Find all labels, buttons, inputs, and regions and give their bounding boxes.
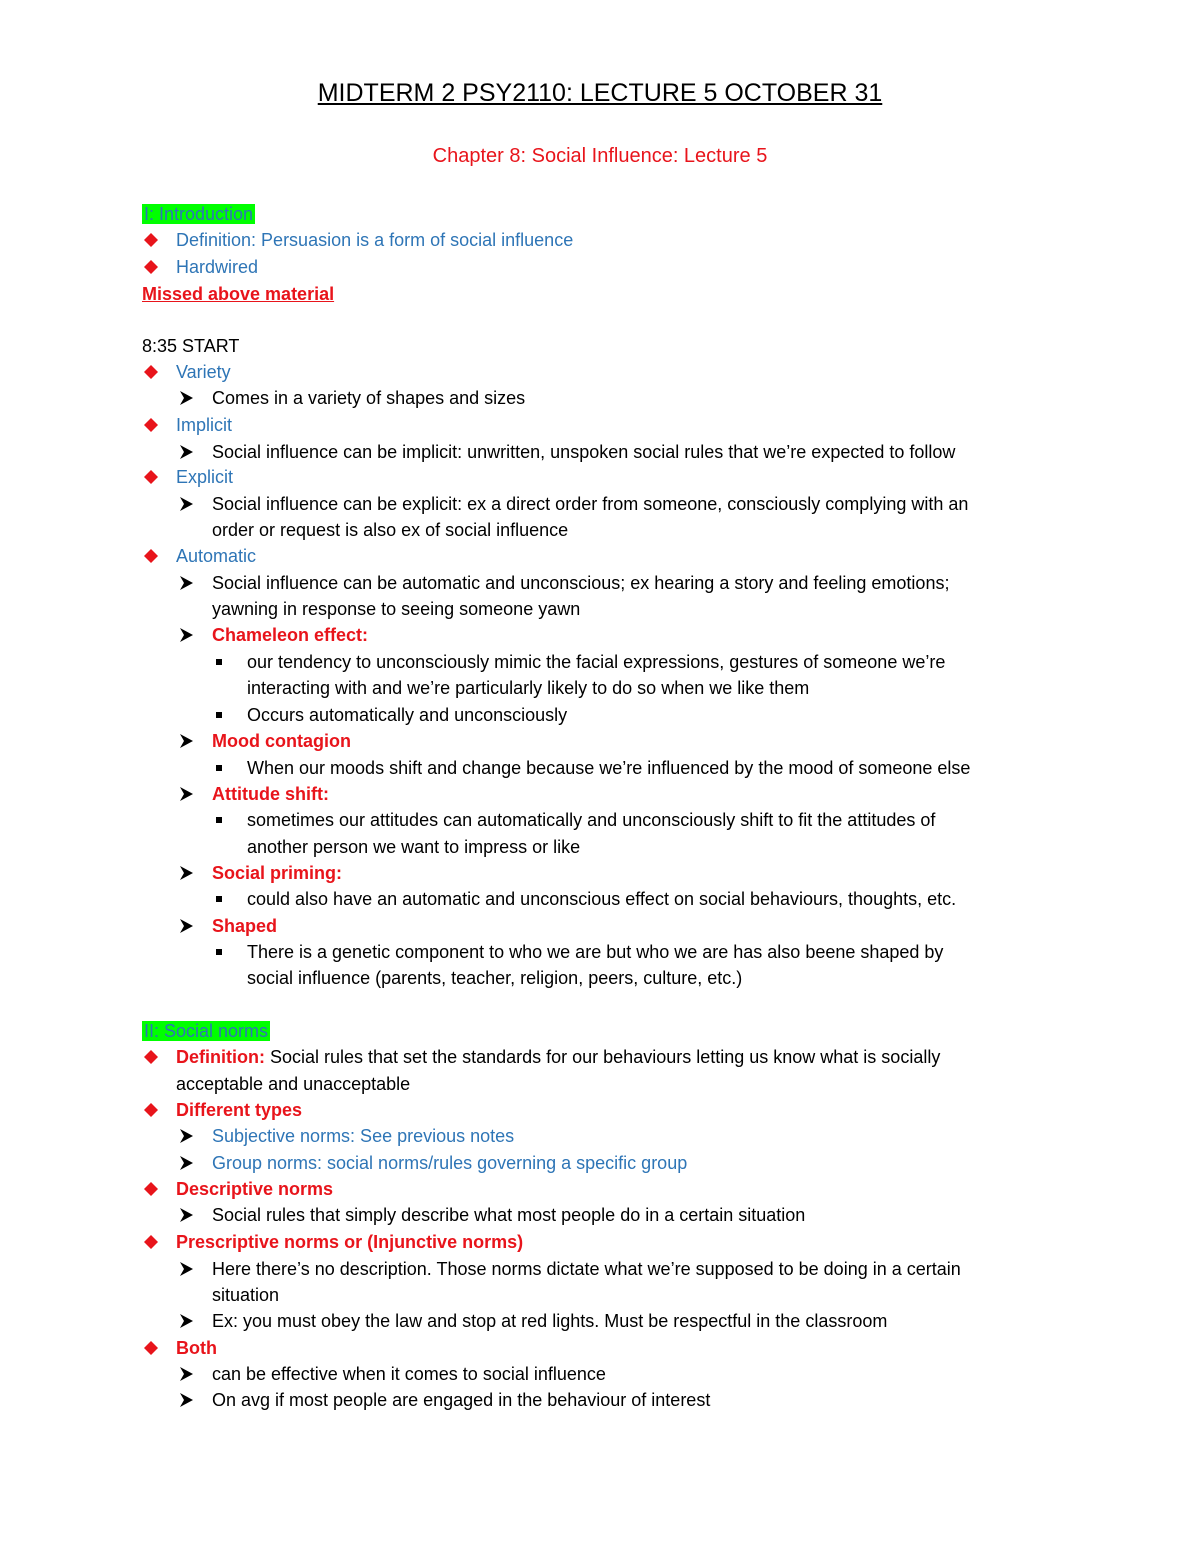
list-item: Comes in a variety of shapes and sizes xyxy=(212,388,526,408)
list-item: could also have an automatic and unconscious effect on social behaviours, thoughts, etc. xyxy=(247,889,957,909)
list-item-continuation: acceptable and unacceptable xyxy=(176,1074,411,1094)
arrowhead-icon xyxy=(178,492,196,516)
list-item: Ex: you must obey the law and stop at red lights. Must be respectful in the classroom xyxy=(212,1311,888,1331)
list-item: There is a genetic component to who we are but who we are has also beene shaped by xyxy=(247,942,944,962)
red-diamond-icon xyxy=(142,255,160,279)
list-item: sometimes our attitudes can automatically and unconsciously shift to fit the attitudes of xyxy=(247,810,936,830)
list-item: Chameleon effect: xyxy=(212,625,369,645)
square-bullet-icon xyxy=(213,808,227,832)
list-item: Explicit xyxy=(176,467,234,487)
red-diamond-icon xyxy=(142,1045,160,1069)
red-diamond-icon xyxy=(142,1098,160,1122)
red-diamond-icon xyxy=(142,465,160,489)
square-bullet-icon xyxy=(213,650,227,674)
list-item: Descriptive norms xyxy=(176,1179,334,1199)
arrowhead-icon xyxy=(178,861,196,885)
arrowhead-icon xyxy=(178,623,196,647)
red-diamond-icon xyxy=(142,360,160,384)
missed-material-note: Missed above material xyxy=(142,284,335,304)
red-diamond-icon xyxy=(142,1336,160,1360)
list-item: can be effective when it comes to social influence xyxy=(212,1364,606,1384)
list-item: Implicit xyxy=(176,415,233,435)
section-heading-text: I: Introduction xyxy=(144,204,254,224)
red-diamond-icon xyxy=(142,544,160,568)
square-bullet-icon xyxy=(213,703,227,727)
square-bullet-icon xyxy=(213,756,227,780)
red-diamond-icon xyxy=(142,1177,160,1201)
red-diamond-icon xyxy=(142,413,160,437)
red-diamond-icon xyxy=(142,228,160,252)
list-item: Definition: Persuasion is a form of social influence xyxy=(176,230,574,250)
square-bullet-icon xyxy=(213,940,227,964)
list-item: Both xyxy=(176,1338,217,1358)
list-item: On avg if most people are engaged in the behaviour of interest xyxy=(212,1390,711,1410)
list-item: Here there’s no description. Those norms dictate what we’re supposed to be doing in a certain xyxy=(212,1259,961,1279)
red-diamond-icon xyxy=(142,1230,160,1254)
list-item: Social influence can be automatic and unconscious; ex hearing a story and feeling emotions; xyxy=(212,573,950,593)
list-item: Hardwired xyxy=(176,257,259,277)
square-bullet-icon xyxy=(213,887,227,911)
list-item: Social influence can be implicit: unwritten, unspoken social rules that we’re expected to follow xyxy=(212,442,956,462)
arrowhead-icon xyxy=(178,386,196,410)
arrowhead-icon xyxy=(178,1257,196,1281)
chapter-subtitle: Chapter 8: Social Influence: Lecture 5 xyxy=(432,145,768,167)
list-item-continuation: interacting with and we’re particularly likely to do so when we like them xyxy=(247,678,810,698)
list-item-continuation: order or request is also ex of social influence xyxy=(212,520,569,540)
section-heading-introduction xyxy=(142,202,255,226)
list-item: Social rules that simply describe what most people do in a certain situation xyxy=(212,1205,806,1225)
list-item: Social influence can be explicit: ex a direct order from someone, consciously complying with an xyxy=(212,494,969,514)
list-item: Shaped xyxy=(212,916,278,936)
list-item: our tendency to unconsciously mimic the facial expressions, gestures of someone we’re xyxy=(247,652,946,672)
arrowhead-icon xyxy=(178,914,196,938)
arrowhead-icon xyxy=(178,782,196,806)
section-heading-social-norms xyxy=(142,1019,270,1043)
arrowhead-icon xyxy=(178,1362,196,1386)
list-item: When our moods shift and change because we’re influenced by the mood of someone else xyxy=(247,758,971,778)
list-item: Subjective norms: See previous notes xyxy=(212,1126,515,1146)
arrowhead-icon xyxy=(178,440,196,464)
list-item-continuation: yawning in response to seeing someone yawn xyxy=(212,599,581,619)
list-item: Social priming: xyxy=(212,863,343,883)
list-item: Occurs automatically and unconsciously xyxy=(247,705,568,725)
list-item: Prescriptive norms or (Injunctive norms) xyxy=(176,1232,524,1252)
arrowhead-icon xyxy=(178,1151,196,1175)
list-item: Mood contagion xyxy=(212,731,351,751)
list-item: Attitude shift: xyxy=(212,784,329,804)
arrowhead-icon xyxy=(178,729,196,753)
list-item: Different types xyxy=(176,1100,303,1120)
list-item: Variety xyxy=(176,362,231,382)
arrowhead-icon xyxy=(178,571,196,595)
arrowhead-icon xyxy=(178,1203,196,1227)
list-item-continuation: social influence (parents, teacher, religion, peers, culture, etc.) xyxy=(247,968,743,988)
arrowhead-icon xyxy=(178,1388,196,1412)
page-title: MIDTERM 2 PSY2110: LECTURE 5 OCTOBER 31 xyxy=(317,79,883,107)
list-item: Automatic xyxy=(176,546,257,566)
arrowhead-icon xyxy=(178,1309,196,1333)
arrowhead-icon xyxy=(178,1124,196,1148)
section-heading-text: II: Social norms xyxy=(144,1021,269,1041)
list-item: Group norms: social norms/rules governing a specific group xyxy=(212,1153,688,1173)
list-item-continuation: situation xyxy=(212,1285,280,1305)
list-item-continuation: another person we want to impress or like xyxy=(247,837,581,857)
list-item: Definition: Social rules that set the standards for our behaviours letting us know what is socially xyxy=(176,1047,941,1067)
start-time: 8:35 START xyxy=(142,336,240,356)
